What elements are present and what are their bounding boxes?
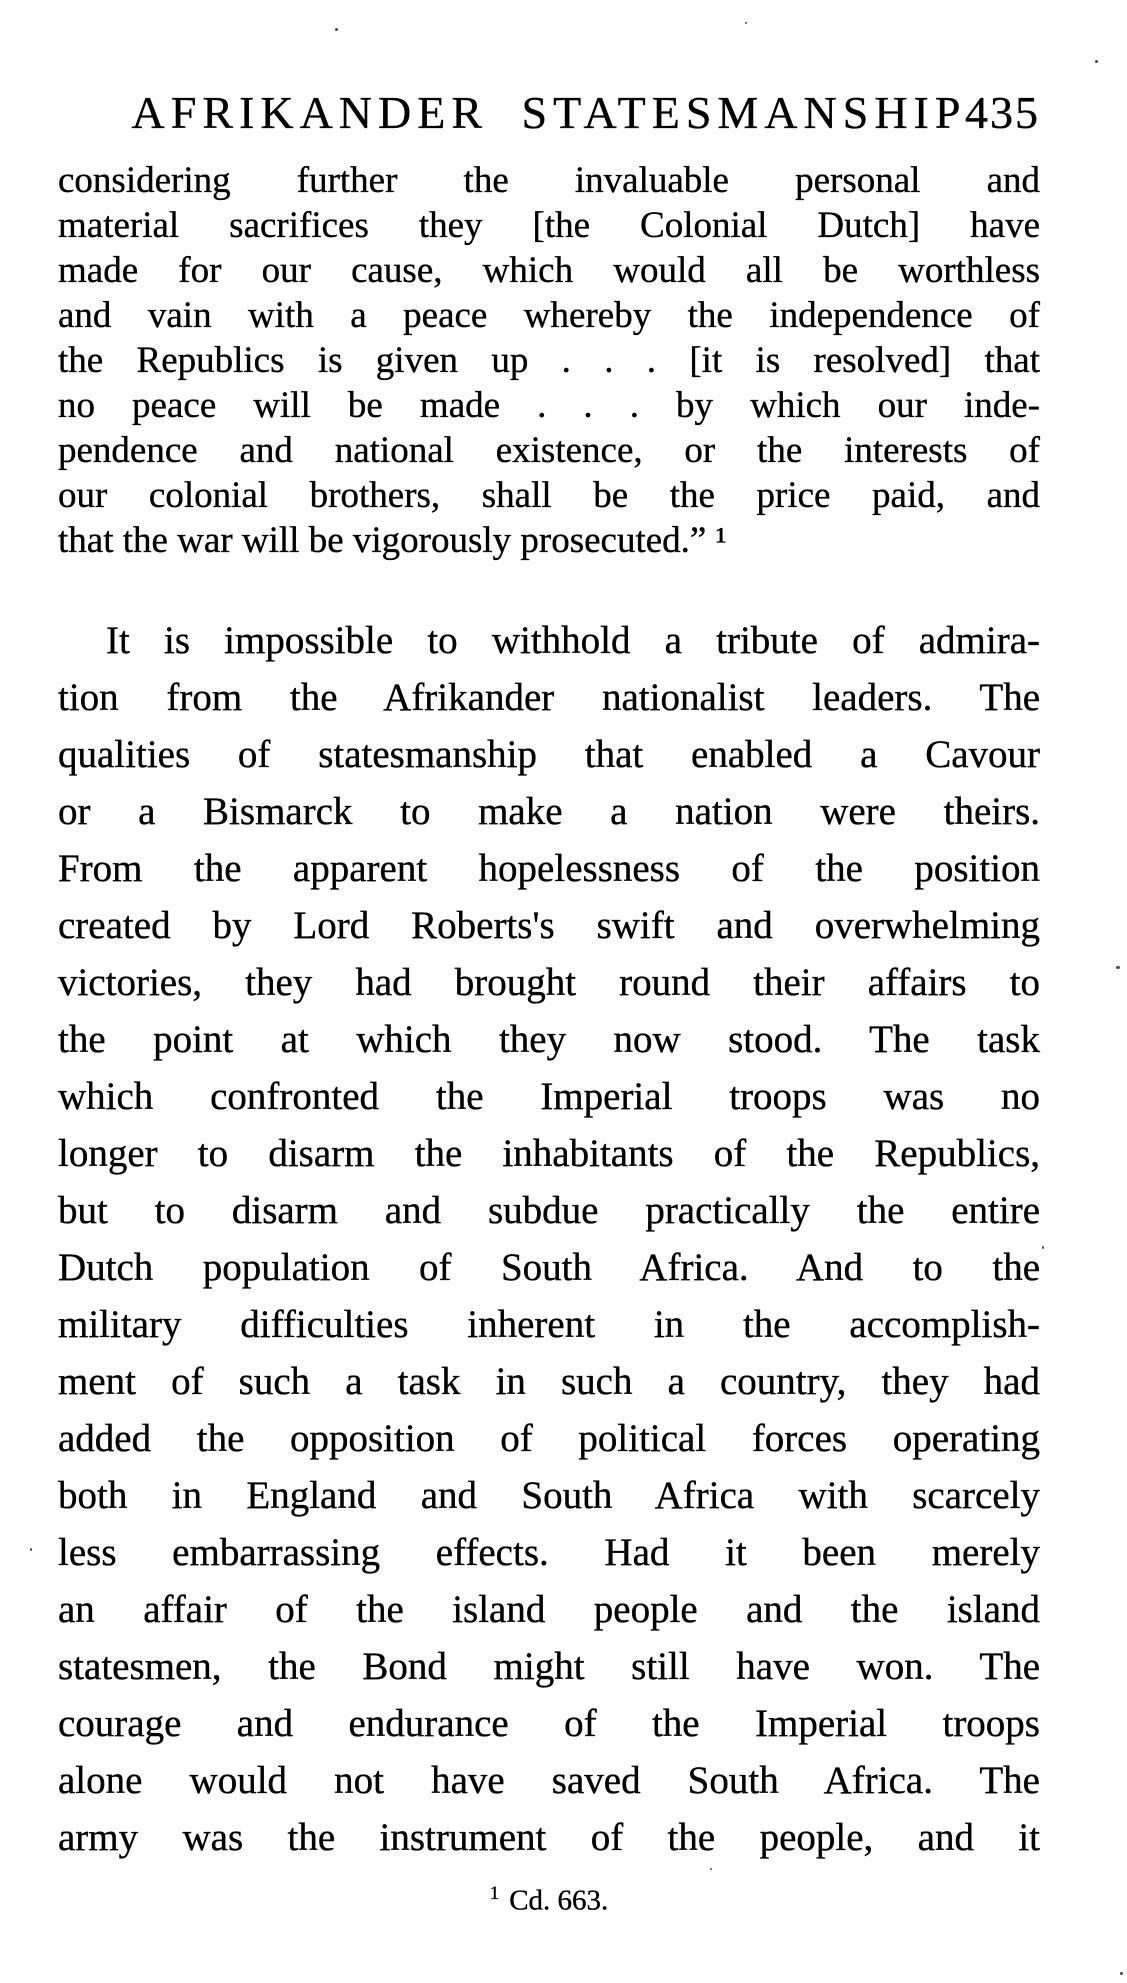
paragraph-line: or a Bismarck to make a nation were theirs. — [58, 790, 1040, 833]
paragraph-line: the point at which they now stood. The task — [58, 1018, 1040, 1061]
scan-speck — [1042, 1246, 1044, 1249]
scan-speck — [710, 1868, 712, 1870]
quote-line: pendence and national existence, or the interests of — [58, 430, 1040, 471]
paragraph-line: It is impossible to withhold a tribute of admira- — [106, 619, 1040, 662]
quote-line: and vain with a peace whereby the independence of — [58, 295, 1040, 336]
paragraph-line: military difficulties inherent in the accomplish- — [58, 1303, 1040, 1346]
paragraph-line: Dutch population of South Africa. And to the — [58, 1246, 1040, 1289]
paragraph-line: qualities of statesmanship that enabled a Cavour — [58, 733, 1040, 776]
quote-line: our colonial brothers, shall be the price paid, and — [58, 475, 1040, 516]
quote-line: considering further the invaluable personal and — [58, 160, 1040, 201]
quote-line: the Republics is given up . . . [it is resolved] that — [58, 340, 1040, 381]
paragraph-line: but to disarm and subdue practically the entire — [58, 1189, 1040, 1232]
paragraph-line: both in England and South Africa with scarcely — [58, 1474, 1040, 1517]
paragraph-line: army was the instrument of the people, and it — [58, 1816, 1040, 1859]
scan-speck — [30, 1548, 32, 1551]
paragraph-line: alone would not have saved South Africa. The — [58, 1759, 1040, 1802]
scan-speck — [335, 28, 338, 31]
footnote-text: Cd. 663. — [509, 1884, 609, 1917]
scan-speck — [1116, 966, 1120, 969]
paragraph-line: courage and endurance of the Imperial troops — [58, 1702, 1040, 1745]
paragraph-line: added the opposition of political forces operating — [58, 1417, 1040, 1460]
main-paragraph — [58, 612, 1040, 1866]
paragraph-line: ment of such a task in such a country, they had — [58, 1360, 1040, 1403]
paragraph-line: statesmen, the Bond might still have won. The — [58, 1645, 1040, 1688]
quote-line: no peace will be made . . . by which our inde- — [58, 385, 1040, 426]
scan-speck — [1095, 60, 1098, 63]
scan-speck — [1120, 1972, 1123, 1975]
quote-line: that the war will be vigorously prosecuted.” ¹ — [58, 520, 727, 561]
paragraph-line: less embarrassing effects. Had it been merely — [58, 1531, 1040, 1574]
quote-line: material sacrifices they [the Colonial Dutch] have — [58, 205, 1040, 246]
quote-line: made for our cause, which would all be worthless — [58, 250, 1040, 291]
running-title: AFRIKANDER STATESMANSHIP — [131, 87, 967, 138]
paragraph-line: longer to disarm the inhabitants of the Republics, — [58, 1132, 1040, 1175]
page-header — [58, 88, 1040, 138]
paragraph-line: created by Lord Roberts's swift and overwhelming — [58, 904, 1040, 947]
scan-speck — [745, 22, 747, 24]
block-quotation — [58, 158, 1040, 563]
paragraph-line: which confronted the Imperial troops was no — [58, 1075, 1040, 1118]
footnote — [58, 1876, 1040, 1919]
paragraph-line: victories, they had brought round their affairs to — [58, 961, 1040, 1004]
paragraph-line: From the apparent hopelessness of the position — [58, 847, 1040, 890]
paragraph-line: tion from the Afrikander nationalist leaders. The — [58, 676, 1040, 719]
page-number: 435 — [965, 87, 1040, 138]
footnote-marker: 1 — [489, 1883, 500, 1904]
paragraph-line: an affair of the island people and the island — [58, 1588, 1040, 1631]
